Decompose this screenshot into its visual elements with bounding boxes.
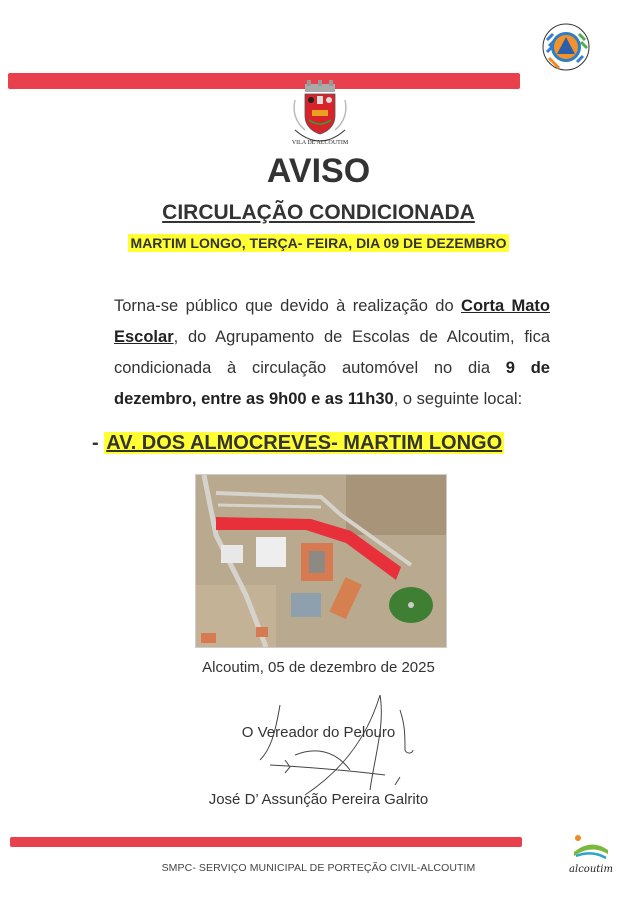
alcoutim-logo-text: alcoutim — [569, 864, 613, 875]
svg-text:VILA DE ALCOUTIM: VILA DE ALCOUTIM — [291, 140, 349, 146]
protecao-civil-logo-icon — [541, 22, 591, 82]
coat-of-arms-icon — [285, 80, 355, 150]
footer-text: SMPC- SERVIÇO MUNICIPAL DE PORTEÇÃO CIVIL-ALCOUTIM — [161, 862, 476, 874]
aerial-map-image — [195, 474, 447, 648]
place-and-date: Alcoutim, 05 de dezembro de 2025 — [202, 659, 435, 676]
location-name: AV. DOS ALMOCREVES- MARTIM LONGO — [106, 432, 503, 454]
footer-red-bar — [10, 837, 522, 847]
body-part-2: , do Agrupamento de Escolas de Alcoutim, fica condicionada à circulação automóvel no dia — [114, 328, 550, 377]
body-part-1: Torna-se público que devido à realização do — [114, 297, 462, 315]
notice-title: AVISO — [266, 152, 371, 190]
alcoutim-logo-icon — [566, 832, 616, 882]
signatory-name: José D’ Assunção Pereira Galrito — [208, 791, 429, 808]
location-line — [92, 432, 504, 455]
event-name: Corta Mato Escolar — [114, 297, 550, 346]
signatory-role: O Vereador do Pelouro — [241, 724, 396, 741]
location-dash: - — [92, 432, 99, 454]
notice-subtitle: CIRCULAÇÃO CONDICIONADA — [162, 201, 475, 224]
dateline-row — [0, 235, 637, 253]
notice-dateline: MARTIM LONGO, TERÇA- FEIRA, DIA 09 DE DEZEMBRO — [128, 234, 510, 252]
notice-body — [114, 291, 550, 415]
header-red-bar — [8, 73, 520, 89]
date-time: 9 de dezembro, entre as 9h00 e as 11h30 — [114, 359, 550, 408]
body-part-3: , o seguinte local: — [393, 390, 523, 408]
